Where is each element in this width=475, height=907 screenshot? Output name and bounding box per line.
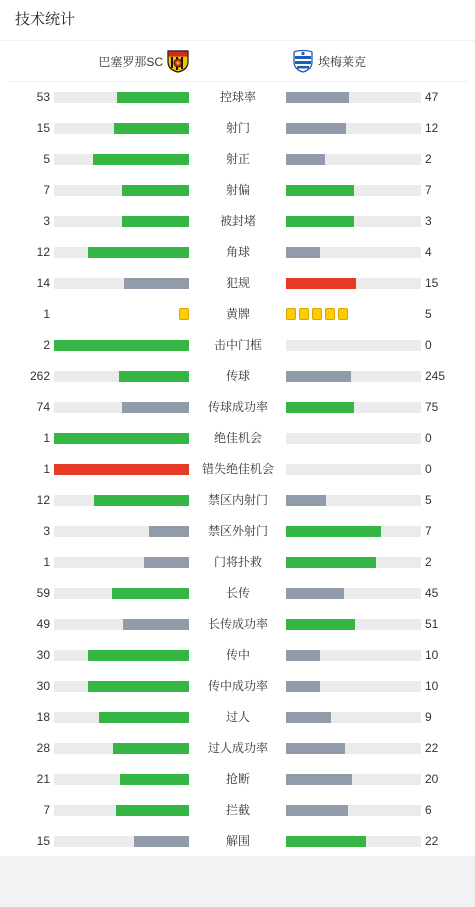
home-value: 7 <box>43 183 50 197</box>
home-bar-fill <box>54 464 189 475</box>
away-value: 7 <box>425 524 432 538</box>
away-bar-fill <box>286 557 376 568</box>
away-bar-fill <box>286 743 345 754</box>
home-bar-track <box>54 774 189 785</box>
away-bar-fill <box>286 278 356 289</box>
away-bar-fill <box>286 836 366 847</box>
stat-label: 传球成功率 <box>207 400 268 414</box>
stat-row <box>0 423 475 454</box>
away-value: 22 <box>425 834 439 848</box>
home-bar-track <box>54 712 189 723</box>
stat-label: 传中 <box>225 648 250 662</box>
away-team-crest-icon <box>292 49 314 73</box>
home-bar-track <box>54 619 189 630</box>
away-bar-track <box>286 805 421 816</box>
home-value: 74 <box>36 400 50 414</box>
away-bar-track <box>286 464 421 475</box>
home-bar-track <box>54 743 189 754</box>
stat-row <box>0 299 475 330</box>
home-bar-track <box>54 650 189 661</box>
home-value: 1 <box>43 555 50 569</box>
home-bar-fill <box>113 743 189 754</box>
home-bar-fill <box>122 216 190 227</box>
stat-label: 绝佳机会 <box>213 431 262 445</box>
stat-row <box>0 144 475 175</box>
home-bar-fill <box>94 495 189 506</box>
home-bar-fill <box>134 836 189 847</box>
stat-label: 长传 <box>225 586 250 600</box>
home-bar-track <box>54 836 189 847</box>
home-value: 5 <box>43 152 50 166</box>
yellow-card-icon <box>338 308 348 320</box>
home-bar-track <box>54 433 189 444</box>
home-bar-fill <box>122 402 189 413</box>
stat-row <box>0 485 475 516</box>
stat-label: 禁区外射门 <box>207 524 268 538</box>
stat-label: 射门 <box>225 121 250 135</box>
home-bar-track <box>54 681 189 692</box>
stat-row <box>0 237 475 268</box>
stat-row <box>0 361 475 392</box>
stat-row <box>0 392 475 423</box>
stat-row <box>0 454 475 485</box>
away-bar-fill <box>286 526 381 537</box>
yellow-card-icon <box>286 308 296 320</box>
away-bar-fill <box>286 402 354 413</box>
home-bar-fill <box>120 774 189 785</box>
away-bar-track <box>286 92 421 103</box>
away-value: 45 <box>425 586 439 600</box>
home-bar-fill <box>112 588 189 599</box>
home-bar-track <box>54 154 189 165</box>
home-bar-fill <box>99 712 189 723</box>
stat-label: 门将扑救 <box>213 555 262 569</box>
away-bar-fill <box>286 495 326 506</box>
home-value: 12 <box>36 493 50 507</box>
yellow-card-icon <box>312 308 322 320</box>
home-bar-fill <box>144 557 189 568</box>
home-bar-track <box>54 278 189 289</box>
home-bar-track <box>54 216 189 227</box>
stat-row <box>0 516 475 547</box>
stat-label: 被封堵 <box>219 214 256 228</box>
away-bar-track <box>286 650 421 661</box>
away-bar-track <box>286 557 421 568</box>
stat-row <box>0 795 475 826</box>
home-bar-track <box>54 402 189 413</box>
home-bar-track <box>54 340 189 351</box>
home-bar-fill <box>124 278 189 289</box>
away-value: 4 <box>425 245 432 259</box>
stat-label: 错失绝佳机会 <box>201 462 274 476</box>
away-value: 10 <box>425 679 439 693</box>
home-value: 262 <box>29 369 50 383</box>
away-team-name: 埃梅莱克 <box>318 54 367 69</box>
away-bar-track <box>286 371 421 382</box>
stat-row <box>0 206 475 237</box>
yellow-card-icon <box>179 308 189 320</box>
home-bar-fill <box>116 805 189 816</box>
home-bar-track <box>54 185 189 196</box>
stat-row <box>0 578 475 609</box>
home-value: 59 <box>36 586 50 600</box>
stat-label: 击中门框 <box>213 338 262 352</box>
away-value: 5 <box>425 307 432 321</box>
home-bar-track <box>54 526 189 537</box>
away-value: 10 <box>425 648 439 662</box>
home-value: 30 <box>36 648 50 662</box>
stat-label: 传中成功率 <box>207 679 268 693</box>
stat-row <box>0 671 475 702</box>
away-value: 245 <box>425 369 446 383</box>
home-team[interactable] <box>98 41 189 81</box>
home-value: 12 <box>36 245 50 259</box>
away-value: 0 <box>425 462 432 476</box>
stat-row <box>0 175 475 206</box>
away-bar-track <box>286 588 421 599</box>
away-bar-track <box>286 216 421 227</box>
away-value: 75 <box>425 400 439 414</box>
stat-row <box>0 764 475 795</box>
away-value: 15 <box>425 276 439 290</box>
stat-label: 长传成功率 <box>207 617 268 631</box>
stat-label: 控球率 <box>219 90 256 104</box>
home-bar-track <box>54 92 189 103</box>
home-bar-fill <box>114 123 189 134</box>
home-bar-track <box>54 123 189 134</box>
stat-label: 拦截 <box>225 803 250 817</box>
home-bar-track <box>54 371 189 382</box>
away-value: 2 <box>425 555 432 569</box>
home-value: 1 <box>43 307 50 321</box>
home-team-name: 巴塞罗那SC <box>98 54 163 69</box>
away-value: 3 <box>425 214 432 228</box>
away-value: 5 <box>425 493 432 507</box>
home-value: 28 <box>36 741 50 755</box>
stat-row <box>0 826 475 857</box>
away-bar-track <box>286 836 421 847</box>
away-bar-fill <box>286 588 344 599</box>
yellow-card-icon <box>325 308 335 320</box>
stat-label: 黄牌 <box>225 307 250 321</box>
away-bar-track <box>286 526 421 537</box>
away-bar-track <box>286 247 421 258</box>
away-bar-track <box>286 619 421 630</box>
home-bar-fill <box>117 92 189 103</box>
home-value: 53 <box>36 90 50 104</box>
away-bar-fill <box>286 371 351 382</box>
home-bar-track <box>54 557 189 568</box>
home-bar-fill <box>119 371 189 382</box>
stats-list <box>0 82 475 857</box>
home-bar-track <box>54 495 189 506</box>
home-bar-fill <box>149 526 190 537</box>
away-bar-fill <box>286 712 331 723</box>
away-bar-fill <box>286 619 355 630</box>
away-bar-track <box>286 154 421 165</box>
away-bar-track <box>286 340 421 351</box>
away-bar-fill <box>286 216 354 227</box>
away-bar-fill <box>286 774 352 785</box>
yellow-card-icon <box>299 308 309 320</box>
away-value: 51 <box>425 617 439 631</box>
away-bar-track <box>286 433 421 444</box>
home-bar-fill <box>93 154 189 165</box>
home-team-crest-icon <box>167 49 189 73</box>
home-value: 3 <box>43 524 50 538</box>
stat-row <box>0 330 475 361</box>
page-title: 技术统计 <box>0 0 475 41</box>
stat-row <box>0 547 475 578</box>
stat-label: 射正 <box>225 152 250 166</box>
away-bar-fill <box>286 154 325 165</box>
away-value: 0 <box>425 431 432 445</box>
teams-header <box>8 41 467 82</box>
stat-label: 解围 <box>225 834 250 848</box>
home-value: 21 <box>36 772 50 786</box>
home-value: 7 <box>43 803 50 817</box>
away-value: 20 <box>425 772 439 786</box>
stat-label: 犯规 <box>225 276 250 290</box>
home-bar-track <box>54 464 189 475</box>
away-bar-track <box>286 402 421 413</box>
away-value: 2 <box>425 152 432 166</box>
away-bar-track <box>286 774 421 785</box>
home-value: 18 <box>36 710 50 724</box>
away-bar-fill <box>286 805 348 816</box>
home-bar-fill <box>54 340 189 351</box>
away-value: 22 <box>425 741 439 755</box>
away-bar-track <box>286 712 421 723</box>
home-yellow-cards <box>179 308 189 321</box>
home-value: 2 <box>43 338 50 352</box>
home-value: 30 <box>36 679 50 693</box>
away-bar-fill <box>286 681 320 692</box>
home-bar-track <box>54 588 189 599</box>
stat-label: 射偏 <box>225 183 250 197</box>
stat-label: 过人成功率 <box>207 741 268 755</box>
away-bar-track <box>286 123 421 134</box>
stat-row <box>0 733 475 764</box>
home-bar-track <box>54 247 189 258</box>
away-bar-fill <box>286 650 320 661</box>
stat-row <box>0 702 475 733</box>
home-bar-fill <box>88 247 189 258</box>
away-bar-track <box>286 743 421 754</box>
home-bar-fill <box>88 681 189 692</box>
stat-label: 传球 <box>225 369 250 383</box>
away-bar-fill <box>286 247 320 258</box>
stat-label: 角球 <box>225 245 250 259</box>
away-team[interactable] <box>292 41 366 81</box>
away-bar-track <box>286 278 421 289</box>
home-bar-track <box>54 805 189 816</box>
stat-row <box>0 113 475 144</box>
away-value: 0 <box>425 338 432 352</box>
home-value: 1 <box>43 462 50 476</box>
away-bar-fill <box>286 92 349 103</box>
away-value: 47 <box>425 90 439 104</box>
home-bar-fill <box>122 185 190 196</box>
home-bar-fill <box>54 433 189 444</box>
away-value: 6 <box>425 803 432 817</box>
away-yellow-cards <box>286 308 348 321</box>
away-value: 9 <box>425 710 432 724</box>
stat-row <box>0 82 475 113</box>
away-bar-track <box>286 495 421 506</box>
stat-row <box>0 609 475 640</box>
home-bar-fill <box>88 650 189 661</box>
home-value: 15 <box>36 834 50 848</box>
away-value: 7 <box>425 183 432 197</box>
stat-label: 禁区内射门 <box>207 493 268 507</box>
stat-label: 抢断 <box>225 772 250 786</box>
stat-label: 过人 <box>225 710 250 724</box>
home-value: 1 <box>43 431 50 445</box>
away-bar-fill <box>286 123 346 134</box>
stat-row <box>0 268 475 299</box>
home-value: 49 <box>36 617 50 631</box>
away-bar-fill <box>286 185 354 196</box>
away-bar-track <box>286 681 421 692</box>
stat-row <box>0 640 475 671</box>
home-value: 3 <box>43 214 50 228</box>
away-value: 12 <box>425 121 439 135</box>
home-value: 15 <box>36 121 50 135</box>
away-bar-track <box>286 185 421 196</box>
home-bar-fill <box>123 619 189 630</box>
home-value: 14 <box>36 276 50 290</box>
